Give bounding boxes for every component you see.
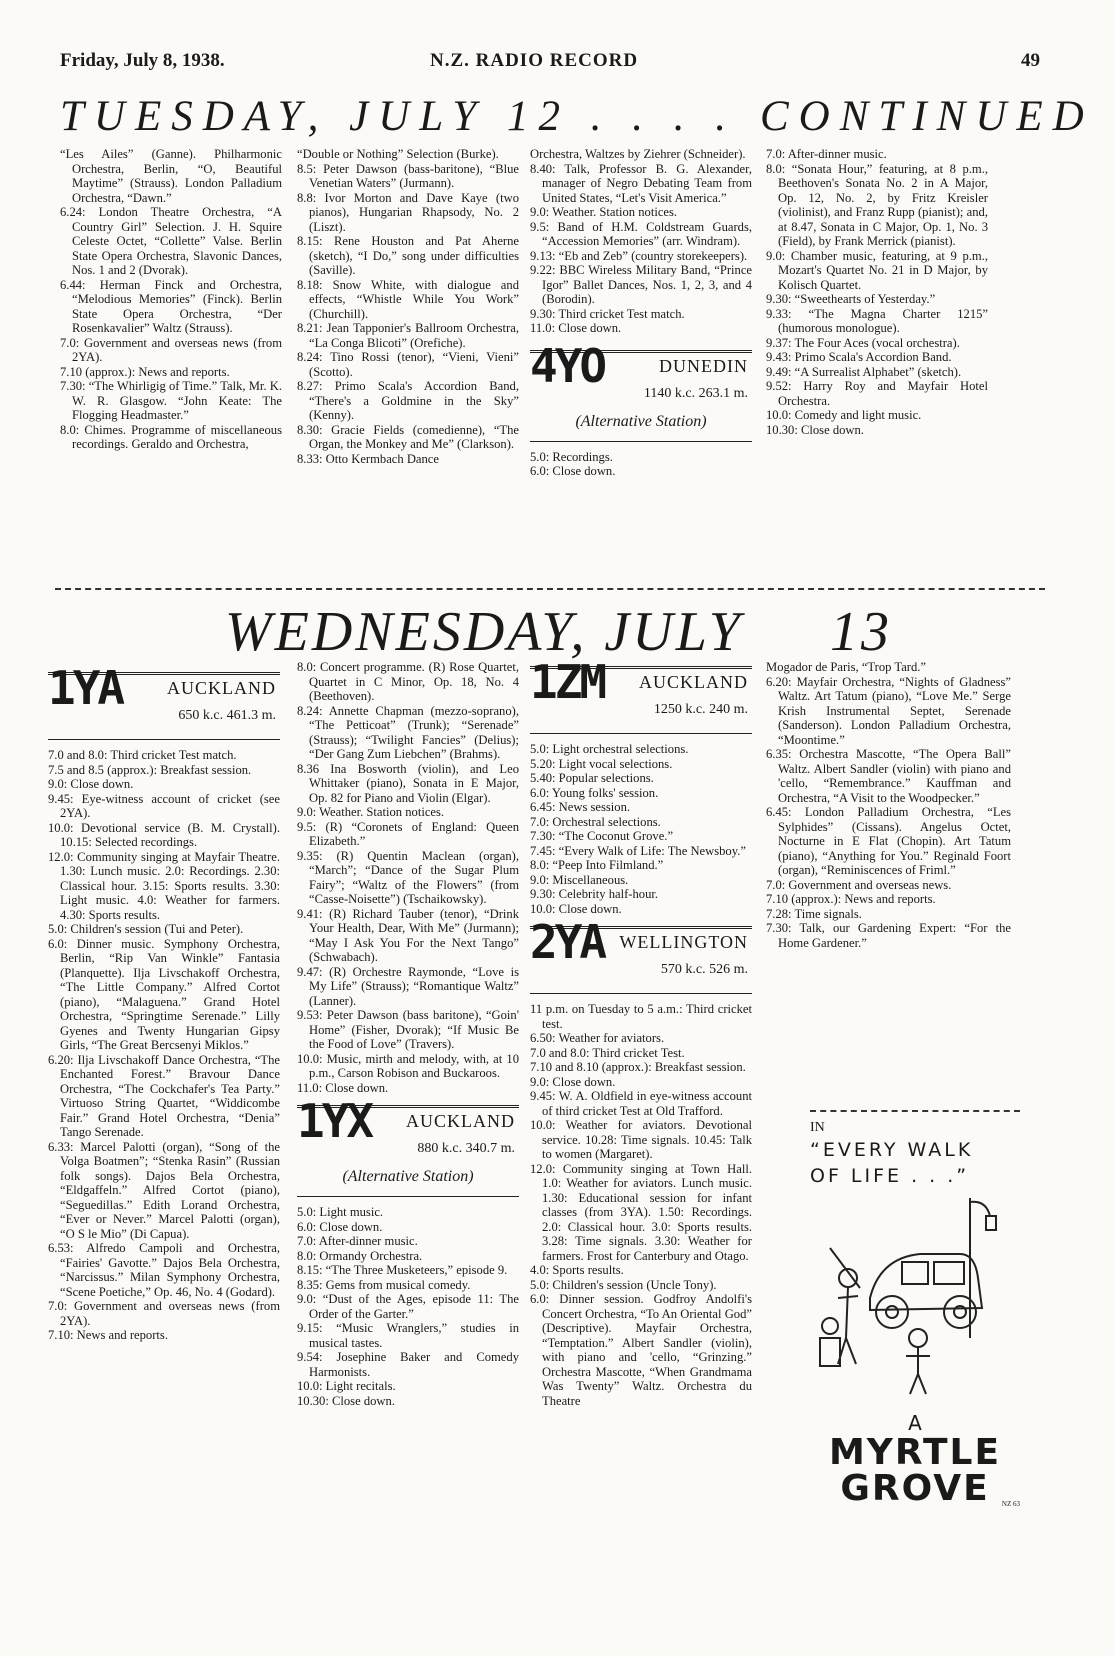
wednesday-title-date: 13 — [830, 601, 892, 663]
programme-entry: 9.37: The Four Aces (vocal orchestra). — [766, 335, 960, 350]
programme-entry: 9.30: “Sweethearts of Yesterday.” — [766, 292, 936, 306]
programme-entry: 9.0: “Dust of the Ages, episode 11: The Order of the Garter.” — [297, 1292, 519, 1321]
programme-entry: 8.15: Rene Houston and Pat Aherne (sketch), “I Do,” song under difficulties (Saville). — [297, 234, 519, 277]
publication-name: N.Z. RADIO RECORD — [430, 50, 639, 71]
programme-entry: 8.0: “Peep Into Filmland.” — [530, 858, 664, 872]
programme-entry: 8.40: Talk, Professor B. G. Alexander, manager of Negro Debating Team from United States, “Let's Visit America.” — [530, 161, 752, 205]
programme-entry: 8.36 Ina Bosworth (violin), and Leo Whittaker (piano), Sonata in E Major, Op. 82 for Piano and Violin (Elgar). — [297, 761, 519, 805]
station-city: AUCKLAND — [639, 672, 748, 692]
section-divider — [55, 588, 1045, 590]
programme-entry: 9.0: Close down. — [530, 1074, 616, 1089]
station-header-1ya — [48, 661, 280, 740]
issue-date: Friday, July 8, 1938. — [60, 50, 225, 71]
programme-entry: 8.24: Tino Rossi (tenor), “Vieni, Vieni” (Scotto). — [297, 350, 519, 379]
programme-entry: 9.33: “The Magna Charter 1215” (humorous monologue). — [766, 306, 988, 335]
station-city: AUCKLAND — [406, 1111, 515, 1131]
tuesday-column-4 — [766, 147, 988, 437]
programme-entry: 9.53: Peter Dawson (bass baritone), “Goin' Home” (Fisher, Dvorak); “If Music Be the Food of Love” (Travers). — [297, 1008, 519, 1051]
programme-entry: 9.49: “A Surrealist Alphabet” (sketch). — [766, 364, 962, 379]
programme-entry: 6.20: Mayfair Orchestra, “Nights of Gladness” Waltz. Art Tatum (piano), “Love Me.” Serge Krish Instrumental Septet, Serenade (Sanderson). London Palladium Orchestra, “Moontime.” — [766, 674, 1011, 747]
programme-entry: 6.45: News session. — [530, 800, 631, 814]
ad-article: A — [908, 1411, 922, 1435]
programme-entry: 9.43: Primo Scala's Accordion Band. — [766, 350, 952, 364]
programme-entry: 7.0 and 8.0: Third cricket Test. — [530, 1045, 685, 1060]
programme-entry: 7.10 and 8.10 (approx.): Breakfast session. — [530, 1060, 746, 1074]
programme-entry: 8.24: Annette Chapman (mezzo-soprano), “The Petticoat” (Trunk); “Serenade” (Strauss); “Twilight Fancies” (Delius); “Der Gang Zum Liebchen” (Brahms). — [297, 703, 519, 761]
station-alternative-label: (Alternative Station) — [342, 1168, 474, 1185]
programme-entry: 8.35: Gems from musical comedy. — [297, 1277, 471, 1292]
programme-entry: 10.30: Close down. — [297, 1393, 395, 1408]
programme-entry: 9.15: “Music Wranglers,” studies in musical tastes. — [297, 1321, 519, 1350]
programme-entry: 4.0: Sports results. — [530, 1263, 624, 1277]
programme-entry: 8.0: Concert programme. (R) Rose Quartet, Quartet in C Minor, Op. 18, No. 4 (Beethoven). — [297, 660, 519, 703]
programme-entry: 7.10: News and reports. — [48, 1328, 168, 1342]
programme-entry: 10.0: Close down. — [530, 901, 622, 916]
wednesday-column-3 — [530, 655, 752, 1408]
tuesday-title: TUESDAY, JULY 12 . . . . — [60, 93, 737, 140]
programme-entry: 6.53: Alfredo Campoli and Orchestra, “Fairies' Gavotte.” Dajos Bela Orchestra, “Narcissus.” Milan Symphony Orchestra, “Scene Poetiche,” Op. 46, No. 4 (Godard). — [48, 1241, 280, 1299]
programme-entry: 6.33: Marcel Palotti (organ), “Song of the Volga Boatmen”; “Stenka Rasin” (Russian folk songs). Dajos Bela Orchestra, “Eldgaffeln.” Alfred Cortot (piano), “Seguedillas.” Edith Lorand Orchestra, “Ever or Never.” Marcel Palotti (organ), “O S le Mio” (Di Capua). — [48, 1139, 280, 1241]
programme-entry: 8.8: Ivor Morton and Dave Kaye (two pianos), Hungarian Rhapsody, No. 2 (Liszt). — [297, 190, 519, 234]
station-alternative-label: (Alternative Station) — [575, 412, 707, 430]
programme-entry: Mogador de Paris, “Trop Tard.” — [766, 660, 927, 674]
programme-entry: 7.0: After-dinner music. — [766, 147, 887, 161]
programme-entry: 7.10 (approx.): News and reports. — [60, 364, 230, 379]
programme-entry: 9.13: “Eb and Zeb” (country storekeepers). — [530, 248, 748, 263]
programme-entry: 9.0: Chamber music, featuring, at 9 p.m., Mozart's Quartet No. 21 in D Major, by Kolisch Quartet. — [766, 248, 988, 292]
programme-entry: 5.0: Light orchestral selections. — [530, 742, 689, 756]
programme-entry: 10.0: Light recitals. — [297, 1379, 396, 1393]
programme-entry: 7.0: Government and overseas news (from 2YA). — [60, 335, 282, 364]
programme-entry: 8.5: Peter Dawson (bass-baritone), “Blue Venetian Waters” (Jurmann). — [297, 161, 519, 190]
programme-entry: 6.50: Weather for aviators. — [530, 1031, 665, 1045]
tuesday-banner — [60, 92, 1094, 141]
station-header-1yx — [297, 1094, 519, 1197]
programme-entry: 9.0: Weather. Station notices. — [297, 805, 445, 819]
programme-entry: 7.5 and 8.5 (approx.): Breakfast session. — [48, 762, 252, 777]
station-callsign: 1ZM — [530, 655, 605, 709]
programme-entry: 5.0: Children's session (Tui and Peter). — [48, 922, 244, 936]
programme-entry: 10.0: Music, mirth and melody, with, at 10 p.m., Carson Robison and Buckaroos. — [297, 1051, 519, 1080]
programme-entry: 6.44: Herman Finck and Orchestra, “Melodious Memories” (Finck). Berlin State Opera Orchestra, “Der Rosenkavalier” Waltz (Strauss). — [60, 277, 282, 335]
programme-entry: 8.15: “The Three Musketeers,” episode 9. — [297, 1263, 508, 1277]
programme-entry: 8.0: “Sonata Hour,” featuring, at 8 p.m., Beethoven's Sonata No. 2 in A Major, Op. 12, No. 2, by Fritz Kreisler (violinist), and Franz Rupp (pianist); and, at 8.47, Sonata in C Major, Op. 1, No. 3 (Field), by Frank Merrick (pianist). — [766, 161, 988, 248]
programme-entry: 6.24: London Theatre Orchestra, “A Country Girl” Selection. J. H. Squire Celeste Octet, “Collette” Valse. Berlin State Opera Orchestra, Slavonic Dances, Nos. 1 and 2 (Dvorak). — [60, 205, 282, 277]
programme-entry: 7.0 and 8.0: Third cricket Test match. — [48, 748, 237, 762]
page-number: 49 — [1021, 50, 1040, 71]
programme-entry: 12.0: Community singing at Town Hall. 1.0: Weather for aviators. Lunch music. 1.30: Educational session for infant classes (from 3YA). 1.50: Recordings. 2.0: Classical hour. 3.0: Sports results. 3.28: Time signals. 3.30: Weather for farmers. Frost for Canterbury and Otago. — [530, 1161, 752, 1263]
station-callsign: 1YX — [297, 1094, 372, 1148]
station-city: AUCKLAND — [167, 678, 276, 698]
station-header-1zm — [530, 655, 752, 734]
programme-entry: 9.54: Josephine Baker and Comedy Harmonists. — [297, 1350, 519, 1379]
station-frequency: 1250 k.c. 240 m. — [653, 702, 748, 717]
station-city: WELLINGTON — [619, 932, 748, 952]
station-header-2ya — [530, 915, 752, 994]
programme-entry: 5.0: Light music. — [297, 1205, 384, 1219]
station-callsign: 4YO — [530, 338, 605, 393]
wednesday-column-1 — [48, 661, 280, 1343]
programme-entry: 11 p.m. on Tuesday to 5 a.m.: Third cricket test. — [530, 1002, 752, 1031]
programme-entry: 12.0: Community singing at Mayfair Theatre. 1.30: Lunch music. 2.0: Recordings. 2.30: Classical hour. 3.15: Sports results. 3.30: Light music. 4.0: Weather for farmers. 4.30: Sports results. — [48, 849, 280, 922]
programme-entry: 10.0: Comedy and light music. — [766, 408, 922, 422]
station-frequency: 570 k.c. 526 m. — [660, 962, 748, 977]
programme-entry: 7.28: Time signals. — [766, 906, 862, 921]
programme-entry: 9.30: Celebrity half-hour. — [530, 887, 659, 901]
programme-entry: 5.0: Recordings. — [530, 449, 613, 464]
programme-entry: 8.27: Primo Scala's Accordion Band, “There's a Goldmine in the Sky” (Kenny). — [297, 379, 519, 422]
ad-slogan-line-1: “EVERY WALK — [810, 1139, 974, 1161]
wednesday-column-4 — [766, 660, 1011, 950]
programme-entry: 9.0: Close down. — [48, 777, 134, 791]
programme-entry: 9.41: (R) Richard Tauber (tenor), “Drink Your Health, Dear, With Me” (Jurmann); “May I Ask You For the Next Tango” (Schwabach). — [297, 906, 519, 964]
tuesday-column-2 — [297, 147, 519, 466]
programme-entry: 6.20: Ilja Livschakoff Dance Orchestra, “The Enchanted Forest.” Bravour Dance Orchestra, “The Cockchafer's Tea Party.” Virtuoso String Quartet, “Widdicombe Fair.” Grand Hotel Orchestra, “Denia” Tango Serenade. — [48, 1052, 280, 1139]
programme-entry: Orchestra, Waltzes by Ziehrer (Schneider). — [530, 147, 746, 161]
programme-entry: 5.20: Light vocal selections. — [530, 756, 673, 771]
programme-entry: 7.0: Government and overseas news. — [766, 877, 952, 892]
page-header — [60, 50, 1040, 80]
tuesday-column-3 — [530, 147, 752, 479]
programme-entry: 11.0: Close down. — [297, 1080, 389, 1095]
programme-entry: 8.18: Snow White, with dialogue and effects, “Whistle While You Work” (Churchill). — [297, 277, 519, 321]
programme-entry: 9.35: (R) Quentin Maclean (organ), “March”; “Dance of the Sugar Plum Fairy”; “Waltz of the Flowers” (from “Casse-Noisette”) (Tschaikowsky). — [297, 848, 519, 906]
programme-entry: 6.0: Close down. — [530, 464, 616, 478]
programme-entry: “Double or Nothing” Selection (Burke). — [297, 147, 499, 161]
wednesday-column-2 — [297, 660, 519, 1408]
station-header-4yo — [530, 338, 752, 442]
programme-entry: 10.30: Close down. — [766, 422, 864, 437]
programme-entry: 8.30: Gracie Fields (comedienne), “The Organ, the Monkey and Me” (Clarkson). — [297, 422, 519, 451]
myrtle-grove-advertisement — [810, 1110, 1020, 1520]
programme-entry: 7.10 (approx.): News and reports. — [766, 892, 936, 906]
ad-illustration — [810, 1188, 1020, 1398]
programme-entry: 8.21: Jean Tapponier's Ballroom Orchestra, “La Conga Blicoti” (Orefiche). — [297, 321, 519, 350]
programme-entry: 9.5: (R) “Coronets of England: Queen Elizabeth.” — [297, 819, 519, 848]
programme-entry: 9.5: Band of H.M. Coldstream Guards, “Accession Memories” (arr. Windram). — [530, 219, 752, 248]
programme-entry: 8.0: Ormandy Orchestra. — [297, 1248, 423, 1263]
programme-entry: 6.45: London Palladium Orchestra, “Les Sylphides” (Cissans). Angelus Octet, Nocturne in E Flat (Chopin). Art Tatum (piano), “Anything for You.” Reginald Foort (organ), “Reminiscences of Friml.” — [766, 805, 1011, 877]
station-city: DUNEDIN — [659, 355, 748, 376]
programme-entry: 5.40: Popular selections. — [530, 771, 654, 785]
programme-entry: 7.30: “The Coconut Grove.” — [530, 829, 674, 843]
programme-entry: 9.45: Eye-witness account of cricket (see 2YA). — [48, 791, 280, 820]
programme-entry: 7.0: Orchestral selections. — [530, 814, 661, 829]
programme-entry: 9.52: Harry Roy and Mayfair Hotel Orchestra. — [766, 379, 988, 408]
station-callsign: 1YA — [48, 661, 123, 715]
programme-entry: 5.0: Children's session (Uncle Tony). — [530, 1277, 717, 1292]
programme-entry: 6.0: Close down. — [297, 1219, 383, 1234]
wednesday-title-day: WEDNESDAY, JULY — [225, 601, 743, 663]
station-callsign: 2YA — [530, 915, 605, 969]
programme-entry: 7.0: After-dinner music. — [297, 1234, 418, 1248]
programme-entry: 9.0: Weather. Station notices. — [530, 205, 678, 219]
programme-entry: 9.45: W. A. Oldfield in eye-witness account of third cricket Test at Old Trafford. — [530, 1089, 752, 1118]
programme-entry: 6.0: Dinner session. Godfroy Andolfi's Concert Orchestra, “To An Oriental God” (Descriptive). Mayfair Orchestra, “Temptation.” Albert Sandler (violin), with piano and 'cello, “Grinzing.” Orchestra Mascotte, “When Grandmama Was Twenty” Waltz. Orchestra du Theatre — [530, 1292, 752, 1408]
programme-entry: 6.0: Dinner music. Symphony Orchestra, Berlin, “Rip Van Winkle” Fantasia (Planquette). Ilja Livschakoff Orchestra, “The Little Company.” Alfred Cortot (piano), “Malaguena.” Grand Hotel Orchestra, “Springtime Serenade.” Lilly Gyenes and Twenty Hungarian Gipsy Girls, “The Great Bercsenyi Miklos.” — [48, 936, 280, 1052]
programme-entry: 9.30: Third cricket Test match. — [530, 306, 685, 321]
continued-label: CONTINUED — [760, 93, 1094, 140]
programme-entry: 6.35: Orchestra Mascotte, “The Opera Ball” Waltz. Albert Sandler (violin) with piano and 'cello, “Remembrance.” Kauffman and Orchestra, “A Visit to the Woodpecker.” — [766, 747, 1011, 805]
programme-entry: 7.0: Government and overseas news (from 2YA). — [48, 1299, 280, 1328]
programme-entry: 8.33: Otto Kermbach Dance — [297, 451, 439, 466]
programme-entry: 7.30: Talk, our Gardening Expert: “For the Home Gardener.” — [766, 921, 1011, 950]
programme-entry: 7.45: “Every Walk of Life: The Newsboy.” — [530, 843, 746, 858]
programme-entry: 9.22: BBC Wireless Military Band, “Prince Igor” Ballet Dances, Nos. 1, 2, 3, and 4 (Borodin). — [530, 263, 752, 306]
programme-entry: 10.0: Devotional service (B. M. Crystall). 10.15: Selected recordings. — [48, 820, 280, 849]
programme-entry: 11.0: Close down. — [530, 321, 622, 335]
ad-brand-line-1: MYRTLE — [828, 1432, 1002, 1473]
ad-slogan-line-2: OF LIFE . . .” — [810, 1165, 970, 1187]
station-frequency: 1140 k.c. 263.1 m. — [643, 385, 748, 401]
station-frequency: 880 k.c. 340.7 m. — [417, 1141, 515, 1156]
ad-in: IN — [810, 1120, 825, 1135]
programme-entry: 8.0: Chimes. Programme of miscellaneous recordings. Geraldo and Orchestra, — [60, 422, 282, 451]
ad-top-rule — [810, 1110, 1020, 1112]
programme-entry: 10.0: Weather for aviators. Devotional service. 10.28: Time signals. 10.45: Talk to women (Margaret). — [530, 1118, 752, 1161]
programme-entry: 7.30: “The Whirligig of Time.” Talk, Mr. K. W. R. Glasgow. “John Keate: The Flogging Headmaster.” — [60, 379, 282, 422]
programme-entry: 9.0: Miscellaneous. — [530, 872, 629, 887]
ad-brand-line-2: GROVE — [840, 1468, 990, 1509]
programme-entry: 9.47: (R) Orchestre Raymonde, “Love is My Life” (Strauss); “Romantique Waltz” (Lanner). — [297, 964, 519, 1008]
ad-code: NZ 63 — [1001, 1500, 1020, 1508]
station-frequency: 650 k.c. 461.3 m. — [178, 708, 276, 723]
programme-entry: 6.0: Young folks' session. — [530, 785, 659, 800]
programme-entry: “Les Ailes” (Ganne). Philharmonic Orchestra, Berlin, “O, Beautiful Maytime” (Strauss). London Palladium Orchestra, “Dawn.” — [60, 147, 282, 205]
tuesday-column-1 — [60, 147, 282, 452]
